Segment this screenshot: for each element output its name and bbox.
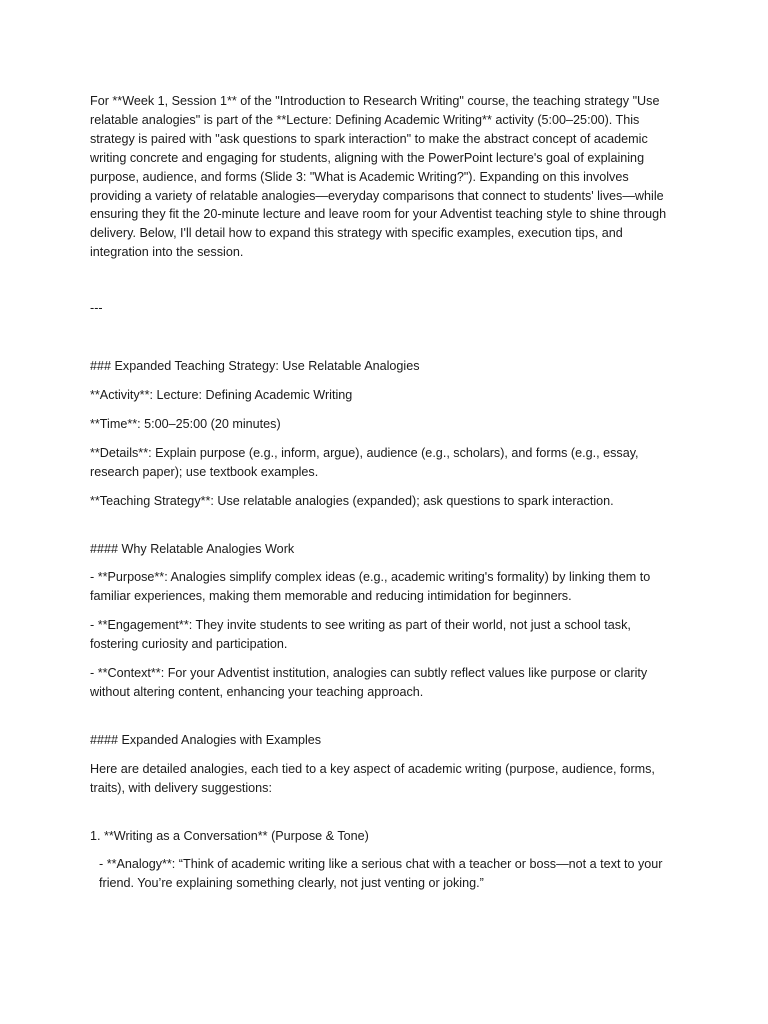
strategy-heading: ### Expanded Teaching Strategy: Use Relatable Analogies	[90, 359, 420, 374]
why-heading: #### Why Relatable Analogies Work	[90, 541, 295, 556]
teaching-strategy-line: **Teaching Strategy**: Use relatable analogies (expanded); ask questions to spark interaction.	[90, 493, 614, 508]
analogy-1-text: - **Analogy**: “Think of academic writing like a serious chat with a teacher or boss—not a text to your friend. You’re explaining something clearly, not just venting or joking.”	[99, 857, 666, 891]
activity-line: **Activity**: Lecture: Defining Academic Writing	[90, 387, 353, 402]
time-line: **Time**: 5:00–25:00 (20 minutes)	[90, 416, 281, 431]
why-item-purpose: - **Purpose**: Analogies simplify complex ideas (e.g., academic writing's formality) by linking them to familiar experiences, making them memorable and reducing intimidation for beginners.	[90, 570, 654, 604]
separator: ---	[90, 301, 103, 316]
analogy-1-title: 1. **Writing as a Conversation** (Purpose & Tone)	[90, 828, 369, 843]
analogies-intro: Here are detailed analogies, each tied to a key aspect of academic writing (purpose, audience, forms, traits), with delivery suggestions:	[90, 761, 659, 795]
analogies-heading: #### Expanded Analogies with Examples	[90, 732, 322, 747]
why-item-context: - **Context**: For your Adventist institution, analogies can subtly reflect values like purpose or clarity without altering content, enhancing your teaching approach.	[90, 666, 651, 699]
why-item-engagement: - **Engagement**: They invite students to see writing as part of their world, not just a school task, fostering curiosity and participation.	[90, 618, 635, 652]
document-page	[90, 92, 682, 903]
intro-paragraph: For **Week 1, Session 1** of the "Introduction to Research Writing" course, the teaching strategy "Use relatable analogies" is part of the **Lecture: Defining Academic Writing** activity (5:00–25:00). This strategy is paired with "ask questions to spark interaction" to make the abstract concept of academic writing concrete and engaging for students, aligning with the PowerPoint lecture's goal of explaining purpose, audience, and forms (Slide 3: "What is Academic Writing?"). Expanding on this involves providing a variety of relatable analogies—everyday comparisons that connect to students' lives—while ensuring they fit the 20-minute lecture and leave room for your Adventist teaching style to shine through delivery. Below, I'll detail how to expand this strategy with specific examples, execution tips, and integration into the session.	[90, 94, 670, 260]
details-line: **Details**: Explain purpose (e.g., inform, argue), audience (e.g., scholars), and forms (e.g., essay, research paper); use textbook examples.	[90, 445, 643, 479]
